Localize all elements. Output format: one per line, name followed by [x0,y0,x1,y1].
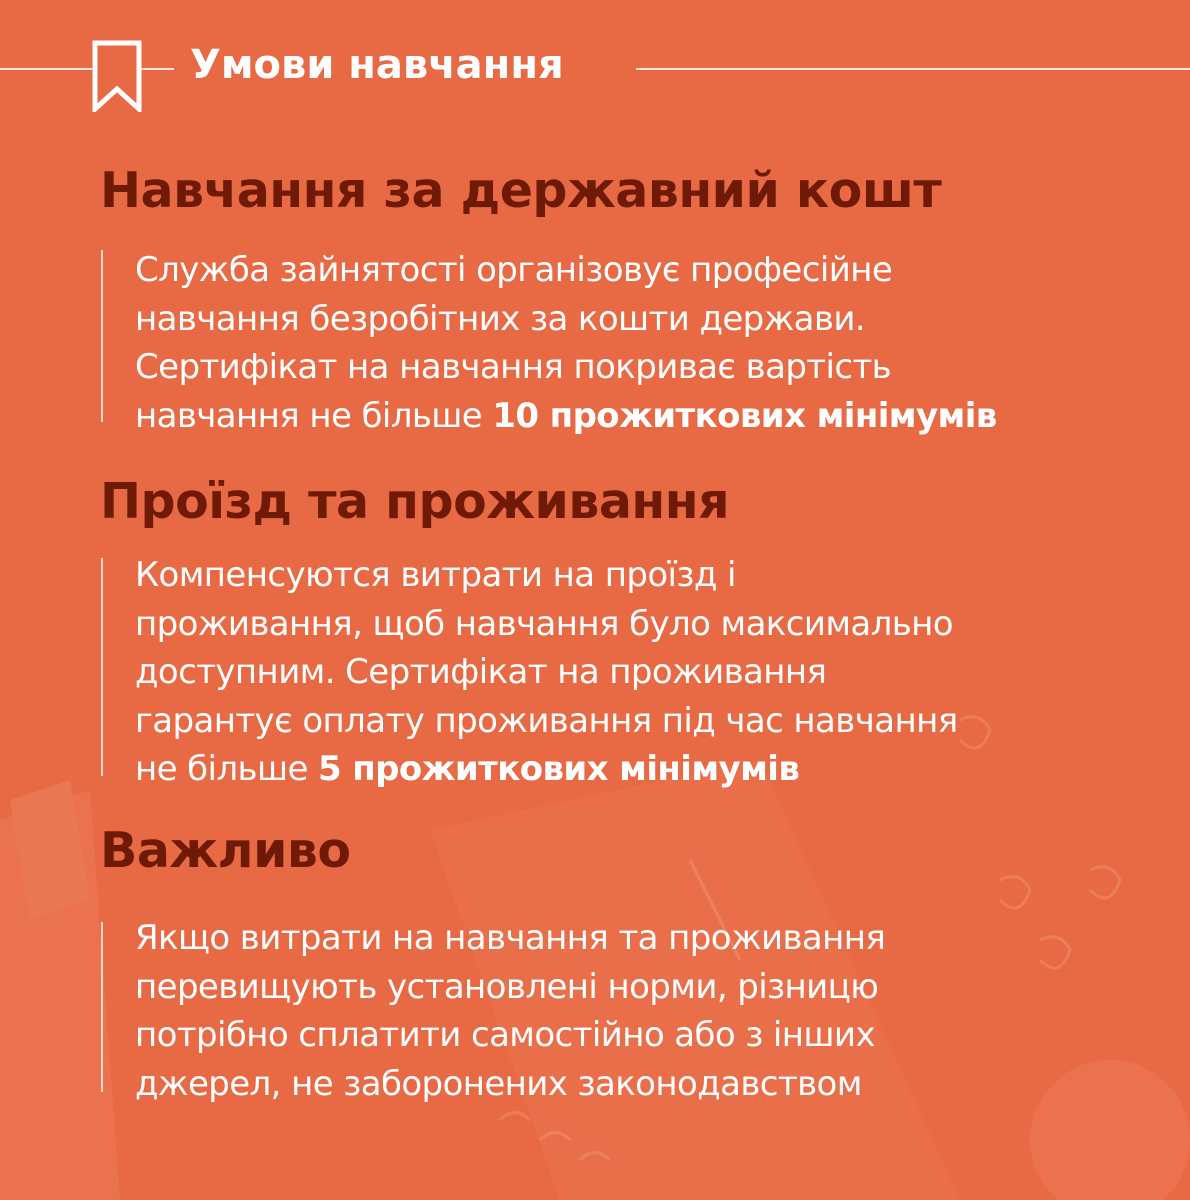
section-heading-important: Важливо [100,822,351,879]
paragraph-text: Служба зайнятості організовує професійне [135,250,893,290]
section-heading-state-funded: Навчання за державний кошт [100,162,942,219]
paragraph-text: навчання не більше [135,395,493,436]
section-divider-bar [101,250,103,422]
paragraph-line [135,963,885,1012]
paragraph-text: доступним. Сертифікат на проживання [135,652,827,692]
paragraph-line [135,551,958,600]
paragraph-text: Сертифікат на навчання покриває вартість [135,347,892,387]
paragraph-line [135,392,997,441]
paragraph-text: навчання безробітних за кошти держави. [135,298,866,339]
paragraph-line [135,1060,885,1109]
section-heading-travel-accommodation: Проїзд та проживання [100,473,730,530]
section-divider-bar [101,922,103,1092]
paragraph-text: не більше [135,749,318,789]
paragraph-line [135,246,997,295]
paragraph-line [135,343,997,392]
paragraph-line [135,697,958,746]
emphasis-text: 5 прожиткових мінімумів [317,749,800,789]
paragraph-text: джерел, не заборонених законодавством [135,1063,862,1104]
section-body-state-funded [135,246,997,440]
paragraph-line [135,600,958,649]
paragraph-line [135,914,885,963]
paragraph-text: гарантує оплату проживання під час навчання [135,700,958,741]
page-title: Умови навчання [190,42,564,88]
paragraph-line [135,648,958,697]
section-body-important [135,914,885,1108]
emphasis-text: 10 прожиткових мінімумів [492,395,997,436]
section-divider-bar [101,558,103,776]
paragraph-text: перевищують установлені норми, різницю [135,966,879,1007]
header-divider-left [0,68,92,70]
paragraph-line [135,295,997,344]
paragraph-text: Якщо витрати на навчання та проживання [135,918,886,958]
paragraph-text: проживання, щоб навчання було максимально [135,603,954,644]
header-divider-right [636,68,1190,70]
bookmark-icon [92,40,142,112]
section-body-travel-accommodation [135,551,958,794]
paragraph-text: Компенсуются витрати на проїзд і [135,555,736,595]
header-divider-mid [140,68,174,70]
paragraph-line [135,1011,885,1060]
paragraph-text: потрібно сплатити самостійно або з інших [135,1015,875,1055]
paragraph-line [135,745,958,794]
